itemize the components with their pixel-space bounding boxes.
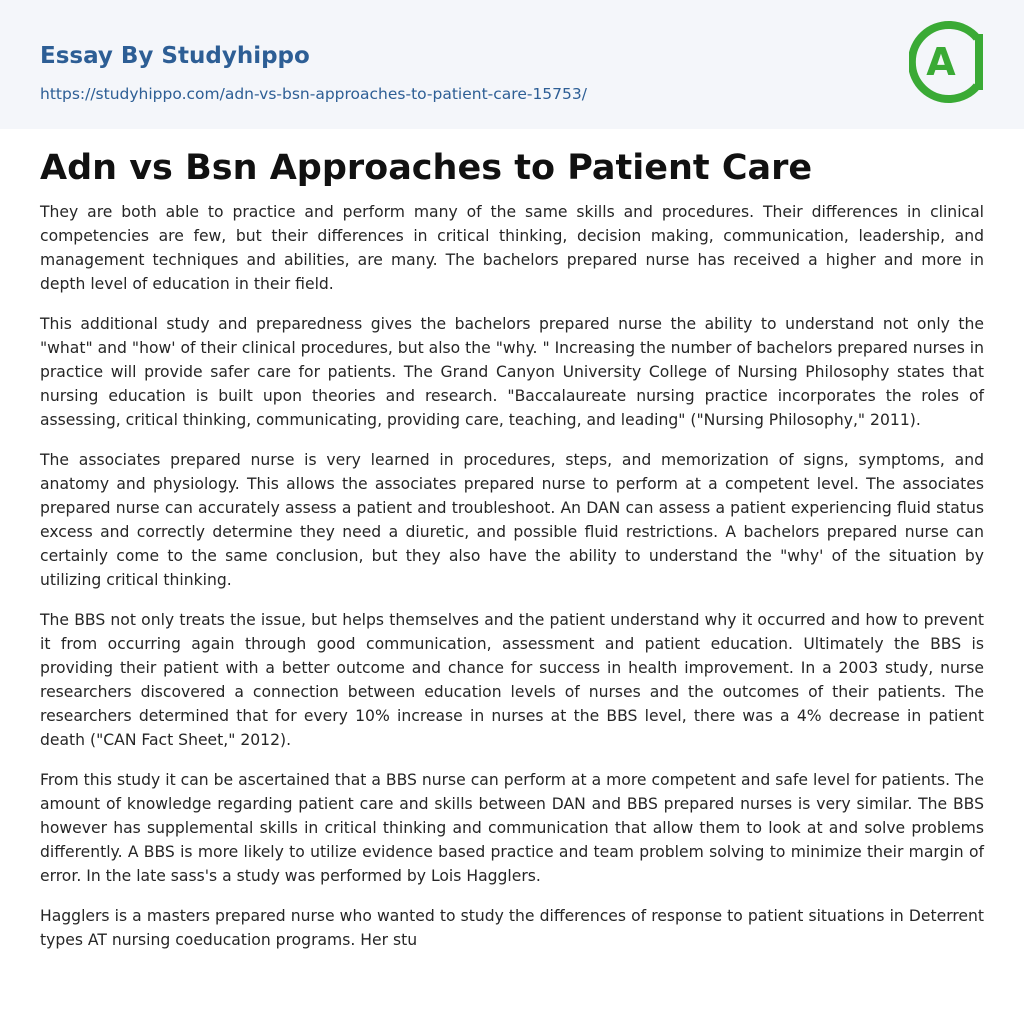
paragraph: Hagglers is a masters prepared nurse who wanted to study the differences of response to patient situations in Deterrent types AT nursing coeducation programs. Her stu bbox=[40, 907, 984, 949]
article-body bbox=[40, 200, 984, 968]
logo-letter: A bbox=[926, 40, 956, 84]
paragraph: The associates prepared nurse is very learned in procedures, steps, and memorization of signs, symptoms, and anatomy and physiology. This allows the associates prepared nurse to perform at a competent level. The associates prepared nurse can accurately assess a patient and troubleshoot. An DAN can assess a patient experiencing fluid status excess and correctly determine they need a diuretic, and possible fluid restrictions. A bachelors prepared nurse can certainly come to the same conclusion, but they also have the ability to understand the "why' of the situation by utilizing critical thinking. bbox=[40, 451, 984, 589]
studyhippo-logo-icon[interactable] bbox=[909, 18, 989, 106]
paragraph: They are both able to practice and perform many of the same skills and procedures. Their differences in clinical competencies are few, but their differences in critical thinking, decision making, communication, leadership, and management techniques and abilities, are many. The bachelors prepared nurse has received a higher and more in depth level of education in their field. bbox=[40, 203, 984, 293]
page-title: Adn vs Bsn Approaches to Patient Care bbox=[40, 148, 813, 188]
paragraph: From this study it can be ascertained that a BBS nurse can perform at a more competent and safe level for patients. The amount of knowledge regarding patient care and skills between DAN and BBS prepared nurses is very similar. The BBS however has supplemental skills in critical thinking and communication that allow them to look at and solve problems differently. A BBS is more likely to utilize evidence based practice and team problem solving to minimize their margin of error. In the late sass's a study was performed by Lois Hagglers. bbox=[40, 771, 984, 885]
essay-url-link[interactable]: https://studyhippo.com/adn-vs-bsn-approaches-to-patient-care-15753/ bbox=[40, 85, 587, 103]
paragraph: This additional study and preparedness gives the bachelors prepared nurse the ability to understand not only the "what" and "how' of their clinical procedures, but also the "why. " Increasing the number of bachelors prepared nurses in practice will provide safer care for patients. The Grand Canyon University College of Nursing Philosophy states that nursing education is built upon theories and research. "Baccalaureate nursing practice incorporates the roles of assessing, critical thinking, communicating, providing care, teaching, and leading" ("Nursing Philosophy," 2011). bbox=[40, 315, 984, 429]
brand-title[interactable]: Essay By Studyhippo bbox=[40, 43, 310, 69]
paragraph: The BBS not only treats the issue, but helps themselves and the patient understand why it occurred and how to prevent it from occurring again through good communication, assessment and patient education. Ultimately the BBS is providing their patient with a better outcome and chance for success in health improvement. In a 2003 study, nurse researchers discovered a connection between education levels of nurses and the outcomes of their patients. The researchers determined that for every 10% increase in nurses at the BBS level, there was a 4% decrease in patient death ("CAN Fact Sheet," 2012). bbox=[40, 611, 984, 749]
site-header bbox=[0, 0, 1024, 129]
